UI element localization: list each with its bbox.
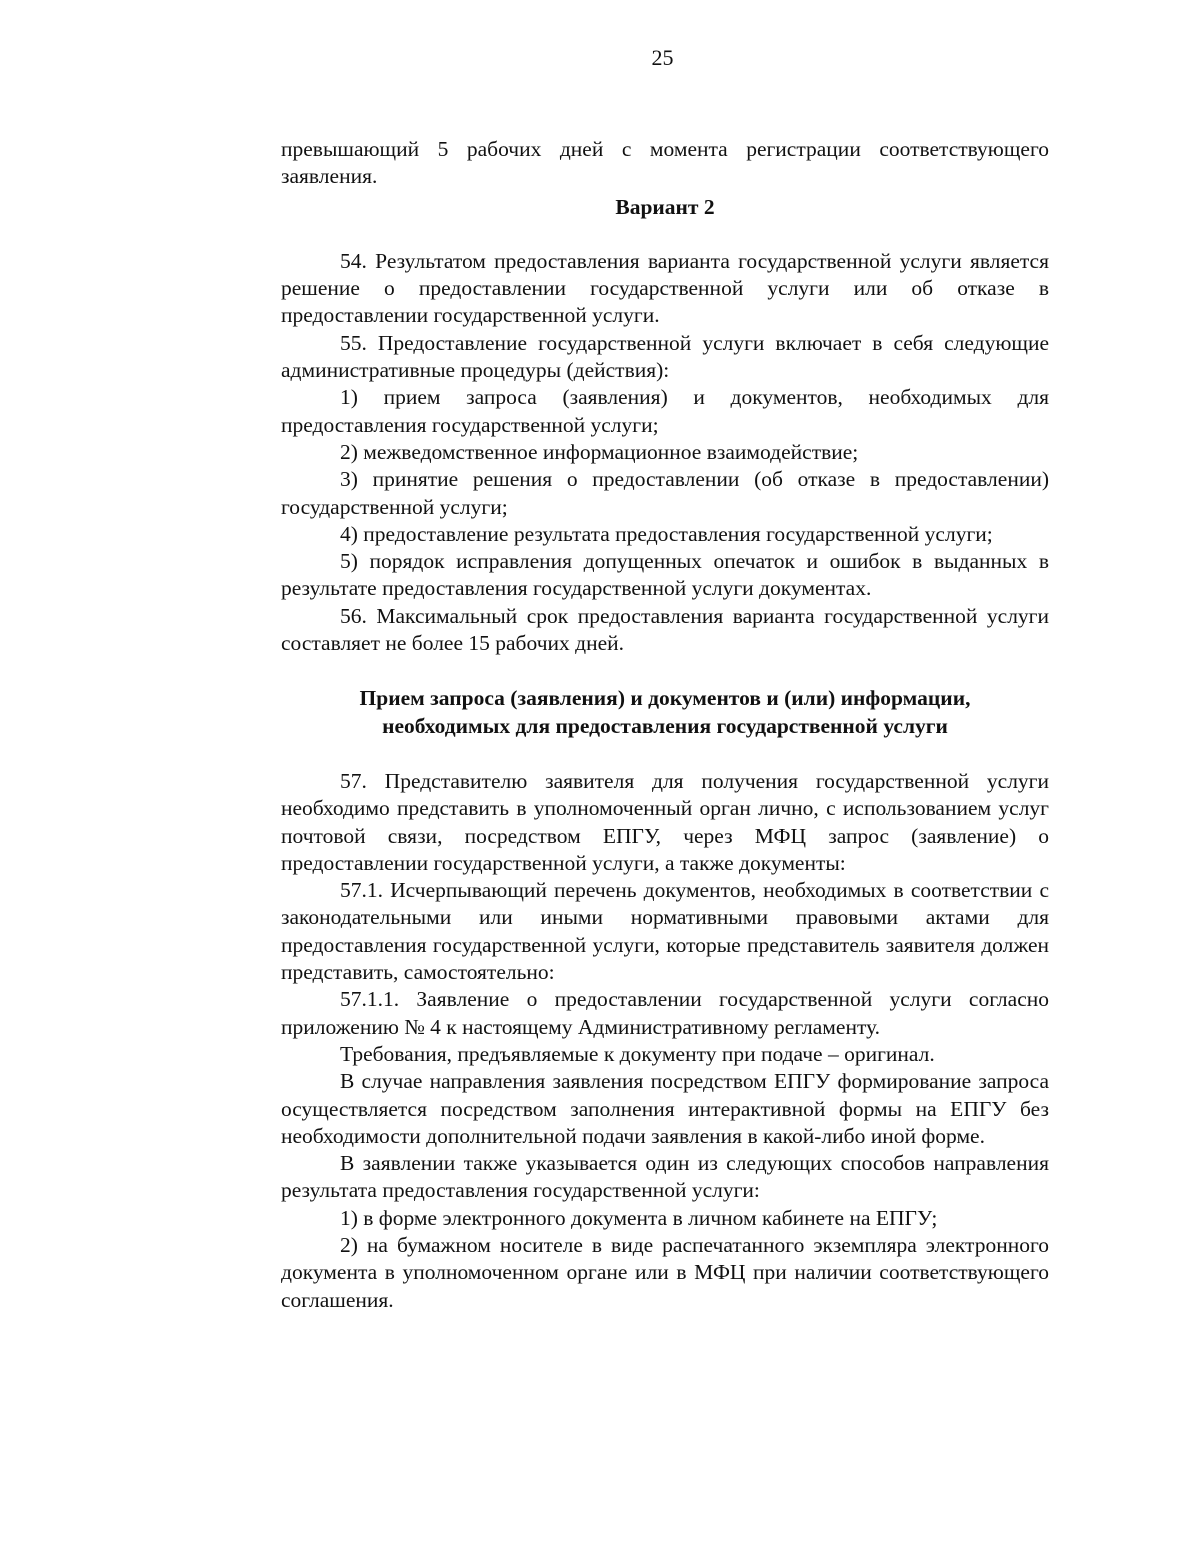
procedure-item-3: 3) принятие решения о предоставлении (об отказе в предоставлении) государственной услуги; <box>281 467 1049 519</box>
document-body <box>281 136 1049 1314</box>
epgu-submission-paragraph: В случае направления заявления посредством ЕПГУ формирование запроса осуществляется посредством заполнения интерактивной формы на ЕПГУ без необходимости дополнительной подачи заявления в какой-либо иной форме. <box>281 1069 1049 1148</box>
result-delivery-methods: В заявлении также указывается один из следующих способов направления результата предоставления государственной услуги: <box>281 1151 1049 1203</box>
section-heading-line-2: необходимых для предоставления государственной услуги <box>382 713 948 738</box>
intro-paragraph: превышающий 5 рабочих дней с момента регистрации соответствующего заявления. <box>281 137 1049 189</box>
delivery-method-2: 2) на бумажном носителе в виде распечатанного экземпляра электронного документа в уполномоченном органе или в МФЦ при наличии соответствующего соглашения. <box>281 1232 1049 1312</box>
procedure-item-2: 2) межведомственное информационное взаимодействие; <box>340 439 859 464</box>
section-heading-line-1: Прием запроса (заявления) и документов и (или) информации, <box>359 686 971 711</box>
procedure-item-4: 4) предоставление результата предоставления государственной услуги; <box>340 521 993 546</box>
page-number: 25 <box>651 45 674 70</box>
paragraph-54: 54. Результатом предоставления варианта государственной услуги является решение о предоставлении государственной услуги или об отказе в предоставлении государственной услуги. <box>281 248 1049 328</box>
document-requirements: Требования, предъявляемые к документу при подаче – оригинал. <box>340 1041 935 1066</box>
paragraph-57: 57. Представителю заявителя для получения государственной услуги необходимо представить в уполномоченный орган лично, с использованием услуг почтовой связи, посредством ЕПГУ, через МФЦ запрос (заявление) о предоставлении государственной услуги, а также документы: <box>281 768 1049 875</box>
delivery-method-1: 1) в форме электронного документа в личном кабинете на ЕПГУ; <box>340 1205 938 1230</box>
variant-heading: Вариант 2 <box>615 194 715 219</box>
procedure-item-5: 5) порядок исправления допущенных опечаток и ошибок в выданных в результате предоставления государственной услуги документах. <box>281 549 1049 601</box>
paragraph-57-1-1: 57.1.1. Заявление о предоставлении государственной услуги согласно приложению № 4 к настоящему Административному регламенту. <box>281 987 1049 1039</box>
paragraph-57-1: 57.1. Исчерпывающий перечень документов, необходимых в соответствии с законодательными или иными нормативными правовыми актами для предоставления государственной услуги, которые представитель заявителя должен представить, самостоятельно: <box>281 878 1049 985</box>
paragraph-55: 55. Предоставление государственной услуги включает в себя следующие административные процедуры (действия): <box>281 330 1049 383</box>
section-heading <box>281 685 1049 740</box>
paragraph-56: 56. Максимальный срок предоставления варианта государственной услуги составляет не более 15 рабочих дней. <box>281 603 1049 656</box>
procedure-item-1: 1) прием запроса (заявления) и документов, необходимых для предоставления государственной услуги; <box>281 385 1049 437</box>
